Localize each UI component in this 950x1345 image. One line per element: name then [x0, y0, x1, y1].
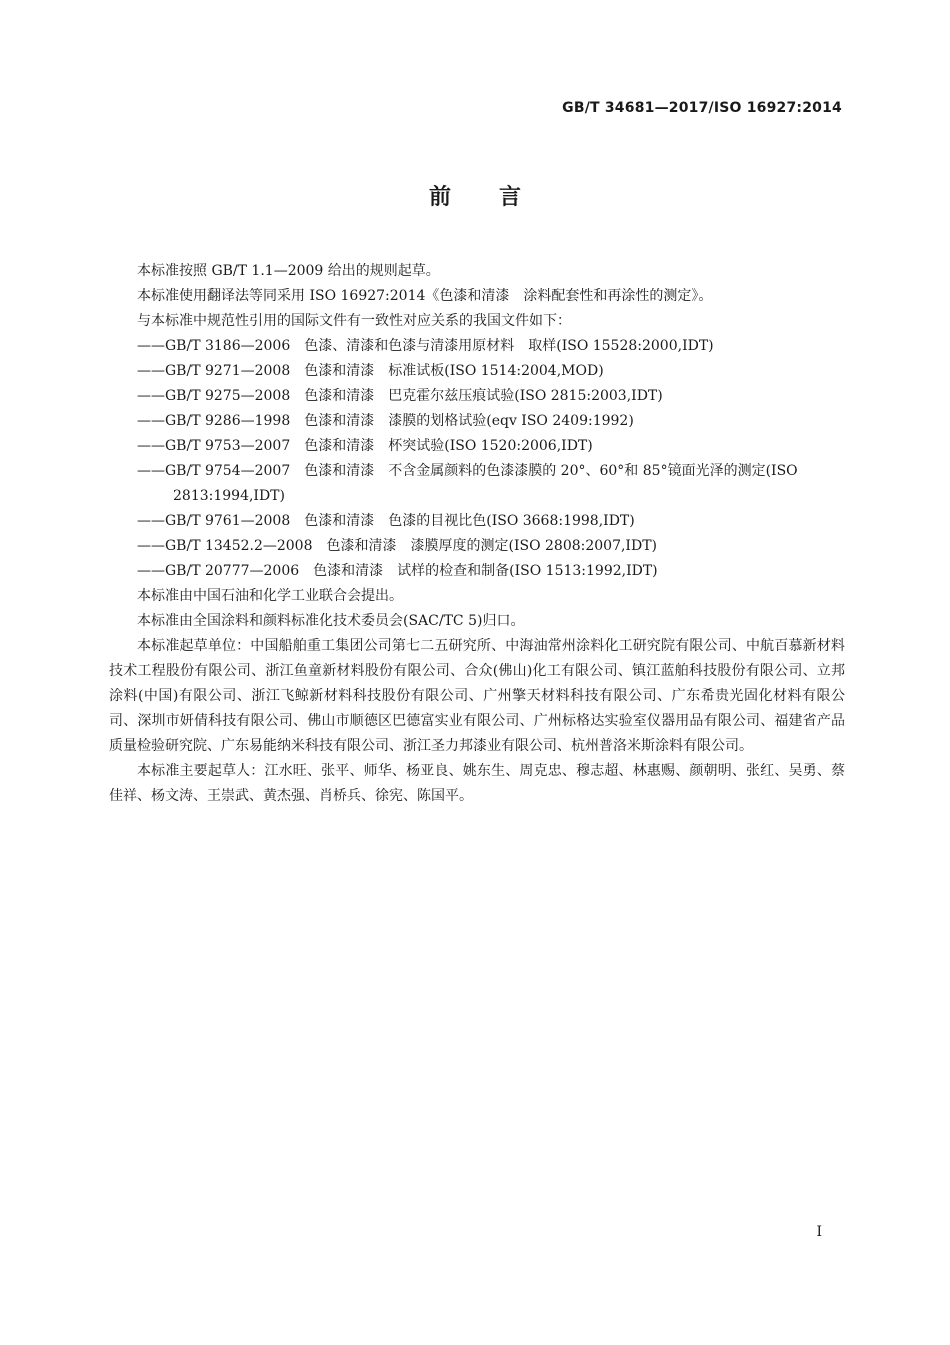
- reference-title: 色漆和清漆 标准试板(ISO 1514:2004,MOD): [304, 363, 604, 379]
- reference-title: 色漆和清漆 漆膜厚度的测定(ISO 2808:2007,IDT): [326, 538, 657, 554]
- reference-item: [109, 409, 845, 434]
- reference-title: 色漆、清漆和色漆与清漆用原材料 取样(ISO 15528:2000,IDT): [304, 338, 714, 354]
- reference-item: [109, 434, 845, 459]
- page-number: I: [816, 1224, 822, 1240]
- paragraph-drafting-units: 本标准起草单位：中国船舶重工集团公司第七二五研究所、中海油常州涂料化工研究院有限公司、中航百慕新材料技术工程股份有限公司、浙江鱼童新材料股份有限公司、合众(佛山)化工有限公司、镇江蓝舶科技股份有限公司、立邦涂料(中国)有限公司、浙江飞鲸新材料科技股份有限公司、广州擎天材料科技有限公司、广东希贵光固化材料有限公司、深圳市妍倩科技有限公司、佛山市顺德区巴德富实业有限公司、广州标格达实验室仪器用品有限公司、福建省产品质量检验研究院、广东易能纳米科技有限公司、浙江圣力邦漆业有限公司、杭州普洛米斯涂料有限公司。: [109, 638, 845, 754]
- paragraph-adoption: 本标准使用翻译法等同采用 ISO 16927:2014《色漆和清漆 涂料配套性和再涂性的测定》。: [137, 288, 713, 304]
- reference-item: [109, 359, 845, 384]
- reference-item: [109, 459, 845, 509]
- paragraph-reference-intro: 与本标准中规范性引用的国际文件有一致性对应关系的我国文件如下：: [137, 313, 571, 329]
- paragraph-drafting-rules: 本标准按照 GB/T 1.1—2009 给出的规则起草。: [137, 263, 440, 279]
- reference-list: [109, 334, 845, 584]
- reference-item: [109, 334, 845, 359]
- reference-item: [109, 509, 845, 534]
- reference-code: ——GB/T 20777—2006: [137, 563, 300, 579]
- reference-code: ——GB/T 9753—2007: [137, 438, 291, 454]
- reference-code: ——GB/T 9275—2008: [137, 388, 291, 404]
- reference-item: [109, 384, 845, 409]
- reference-title: 色漆和清漆 不含金属颜料的色漆漆膜的 20°、60°和 85°镜面光泽的测定(ISO 2813:1994,IDT): [173, 463, 798, 504]
- reference-code: ——GB/T 9271—2008: [137, 363, 291, 379]
- reference-code: ——GB/T 9754—2007: [137, 463, 291, 479]
- reference-code: ——GB/T 3186—2006: [137, 338, 291, 354]
- reference-code: ——GB/T 13452.2—2008: [137, 538, 313, 554]
- paragraph-committee: 本标准由全国涂料和颜料标准化技术委员会(SAC/TC 5)归口。: [137, 613, 525, 629]
- reference-code: ——GB/T 9761—2008: [137, 513, 291, 529]
- standard-code-header: GB/T 34681—2017/ISO 16927:2014: [562, 100, 842, 116]
- reference-title: 色漆和清漆 色漆的目视比色(ISO 3668:1998,IDT): [304, 513, 635, 529]
- paragraph-proposer: 本标准由中国石油和化学工业联合会提出。: [137, 588, 403, 604]
- document-body: [109, 259, 845, 809]
- reference-title: 色漆和清漆 漆膜的划格试验(eqv ISO 2409:1992): [304, 413, 634, 429]
- reference-item: [109, 534, 845, 559]
- reference-item: [109, 559, 845, 584]
- reference-title: 色漆和清漆 试样的检查和制备(ISO 1513:1992,IDT): [313, 563, 658, 579]
- reference-code: ——GB/T 9286—1998: [137, 413, 291, 429]
- paragraph-drafters: 本标准主要起草人：江水旺、张平、师华、杨亚良、姚东生、周克忠、穆志超、林惠赐、颜朝明、张红、吴勇、蔡佳祥、杨文涛、王崇武、黄杰强、肖桥兵、徐宪、陈国平。: [109, 763, 845, 804]
- page-title: 前言: [428, 185, 569, 210]
- reference-title: 色漆和清漆 巴克霍尔兹压痕试验(ISO 2815:2003,IDT): [304, 388, 663, 404]
- reference-title: 色漆和清漆 杯突试验(ISO 1520:2006,IDT): [304, 438, 593, 454]
